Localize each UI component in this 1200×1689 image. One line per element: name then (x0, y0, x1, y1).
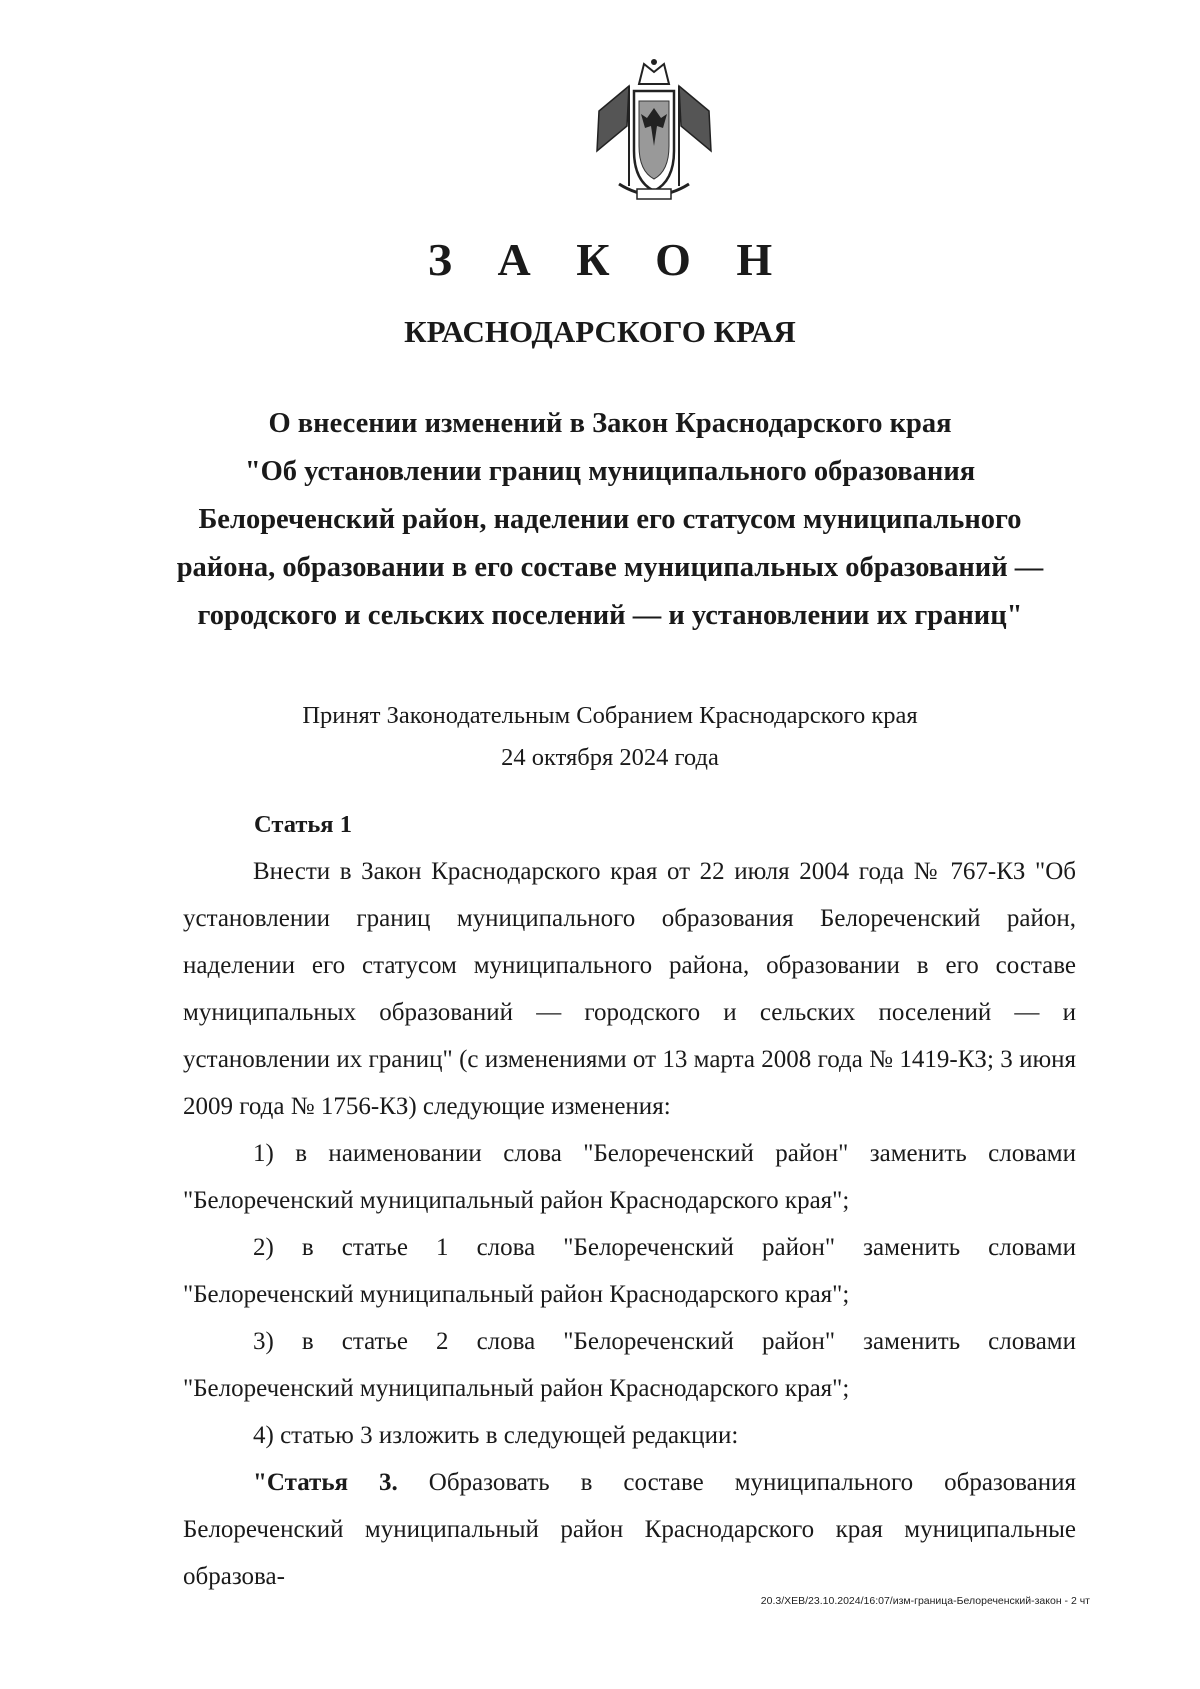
quoted-article-paragraph (183, 1459, 1076, 1600)
coat-of-arms-icon (589, 56, 719, 206)
adoption-date: 24 октября 2024 года (501, 744, 719, 771)
article-paragraph: 3) в статье 2 слова "Белореченский район" заменить словами "Белореченский муниципальный район Краснодарского края"; (183, 1328, 1076, 1402)
law-name-line: Белореченский район, наделении его статусом муниципального (198, 504, 1022, 535)
adoption-info (150, 695, 1070, 779)
quoted-article-label: "Статья 3. (253, 1469, 398, 1496)
law-name-line: "Об установлении границ муниципального образования (244, 456, 976, 487)
law-name-line: района, образовании в его составе муниципальных образований — (176, 552, 1044, 583)
article-paragraph: Внести в Закон Краснодарского края от 22 июля 2004 года № 767-КЗ "Об установлении границ муниципального образования Белореченский район, наделении его статусом муниципального района, образовании в его составе муниципальных образований — городского и сельских поселений — и установлении их границ" (с изменениями от 13 марта 2008 года № 1419-КЗ; 3 июня 2009 года № 1756-КЗ) следующие изменения: (183, 858, 1076, 1120)
law-name-line: О внесении изменений в Закон Краснодарского края (268, 408, 952, 439)
article-paragraph: 1) в наименовании слова "Белореченский район" заменить словами "Белореченский муниципальный район Краснодарского края"; (183, 1140, 1076, 1214)
footer-code: 20.3/ХЕВ/23.10.2024/16:07/изм-граница-Белореченский-закон - 2 чт (760, 1595, 1090, 1607)
article-heading: Статья 1 (254, 811, 352, 838)
quoted-article-text: Образовать в составе муниципального образования Белореченский муниципальный район Краснодарского края муниципальные образова- (183, 1469, 1076, 1590)
article-paragraph: 4) статью 3 изложить в следующей редакции: (253, 1422, 739, 1449)
article-paragraph: 2) в статье 1 слова "Белореченский район" заменить словами "Белореченский муниципальный район Краснодарского края"; (183, 1234, 1076, 1308)
document-title: З А К О Н (427, 234, 790, 285)
law-name (150, 400, 1070, 640)
law-name-line: городского и сельских поселений — и установлении их границ" (197, 600, 1023, 631)
adoption-body: Принят Законодательным Собранием Краснодарского края (302, 702, 918, 729)
document-subtitle: КРАСНОДАРСКОГО КРАЯ (404, 314, 796, 349)
article-body (183, 848, 1076, 1600)
